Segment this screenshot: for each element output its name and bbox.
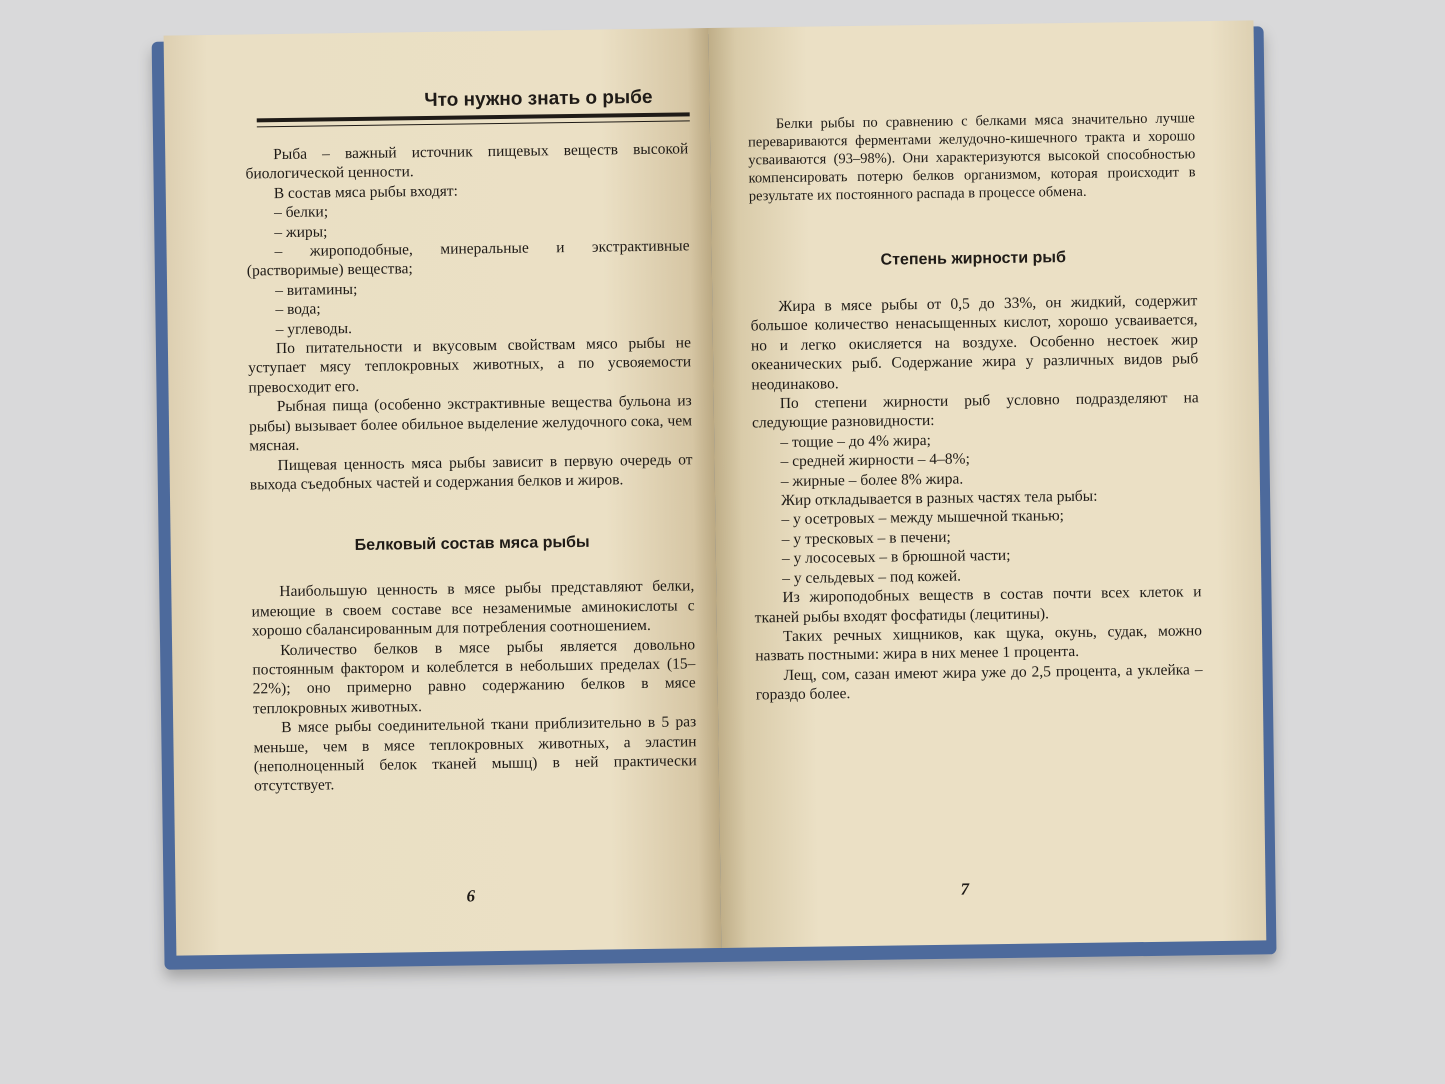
paragraph: По степени жирности рыб условно подразделяют на следующие разновидности: <box>751 389 1199 432</box>
paragraph: Наибольшую ценность в мясе рыбы представляют белки, имеющие в своем составе все незаменимые аминокислоты с хорошо сбалансированным для потребления соотношением. <box>251 577 695 640</box>
list-item: – у осетровых – между мышечной тканью; <box>781 507 1065 529</box>
right-page <box>709 20 1267 948</box>
paragraph: Рыбная пища (особенно экстрактивные вещества бульона из рыбы) вызывает более обильное выделение желудочного сока, чем мясная. <box>248 392 693 455</box>
list-item: – жиры; <box>274 223 328 241</box>
paragraph: Пищевая ценность мяса рыбы зависит в первую очередь от выхода съедобных частей и содержания белков и жиров. <box>249 450 693 494</box>
list-item: – вода; <box>275 300 321 319</box>
paragraph: Белки рыбы по сравнению с белками мяса значительно лучше перевариваются ферментами желудочно-кишечного тракта и хорошо усваиваются (93–98%). Они характеризуются высокой способностью компенсировать потерю белков организмом, которая происходит в результате их постоянного распада в процессе обмена. <box>747 110 1196 205</box>
page-number: 7 <box>960 879 970 899</box>
paragraph: Лещ, сом, сазан имеют жира уже до 2,5 процента, а уклейка – гораздо более. <box>755 660 1203 704</box>
section-heading: Белковый состав мяса рыбы <box>354 534 590 555</box>
paragraph: Жира в мясе рыбы от 0,5 до 33%, он жидкий, содержит большое количество ненасыщенных кислот, хорошо усваивается, но и легко окисляется на воздухе. Особенно нестоек жир океанических рыб. Содержание жира у различных видов рыб неодинаково. <box>750 292 1199 394</box>
paragraph: Таких речных хищников, как щука, окунь, судак, можно назвать постными: жира в них менее 1 процента. <box>755 622 1203 665</box>
list-item: – белки; <box>273 203 329 222</box>
section-heading: Степень жирности рыб <box>880 249 1067 269</box>
left-page <box>164 28 722 956</box>
list-item: – у сельдевых – под кожей. <box>782 567 962 587</box>
paragraph: В мясе рыбы соединительной ткани приблизительно в 5 раз меньше, чем в мясе теплокровных животных, а эластин (неполноценный белок тканей мышц) в ней практически отсутствует. <box>253 713 697 795</box>
list-item: – углеводы. <box>275 319 353 338</box>
list-item: – тощие – до 4% жира; <box>780 431 931 451</box>
list-item: – жирные – более 8% жира. <box>780 470 964 490</box>
list-item: – у тресковых – в печени; <box>781 528 951 548</box>
list-item: – у лососевых – в брюшной части; <box>781 547 1011 568</box>
list-item: – жироподобные, минеральные и экстрактивные (растворимые) вещества; <box>246 237 690 280</box>
paragraph: В состав мяса рыбы входят: <box>273 182 459 202</box>
paragraph: Количество белков в мясе рыбы является довольно постоянным фактором и колеблется в небольших пределах (15–22%); оно примерно равно содержанию белков в мясе теплокровных животных. <box>252 635 696 718</box>
paragraph: Из жироподобных веществ в состав почти всех клеток и тканей рыбы входят фосфатиды (лецитины). <box>754 583 1202 626</box>
paragraph: По питательности и вкусовым свойствам мясо рыбы не уступает мясу теплокровных животных, а по усвояемости превосходит его. <box>248 334 692 397</box>
open-book <box>164 20 1267 965</box>
paragraph: Жир откладывается в разных частях тела рыбы: <box>780 487 1098 510</box>
list-item: – средней жирности – 4–8%; <box>780 450 970 471</box>
running-head: Что нужно знать о рыбе <box>424 86 653 112</box>
page-number: 6 <box>466 886 476 906</box>
list-item: – витамины; <box>275 280 358 299</box>
paragraph: Рыба – важный источник пищевых веществ высокой биологической ценности. <box>245 140 689 183</box>
